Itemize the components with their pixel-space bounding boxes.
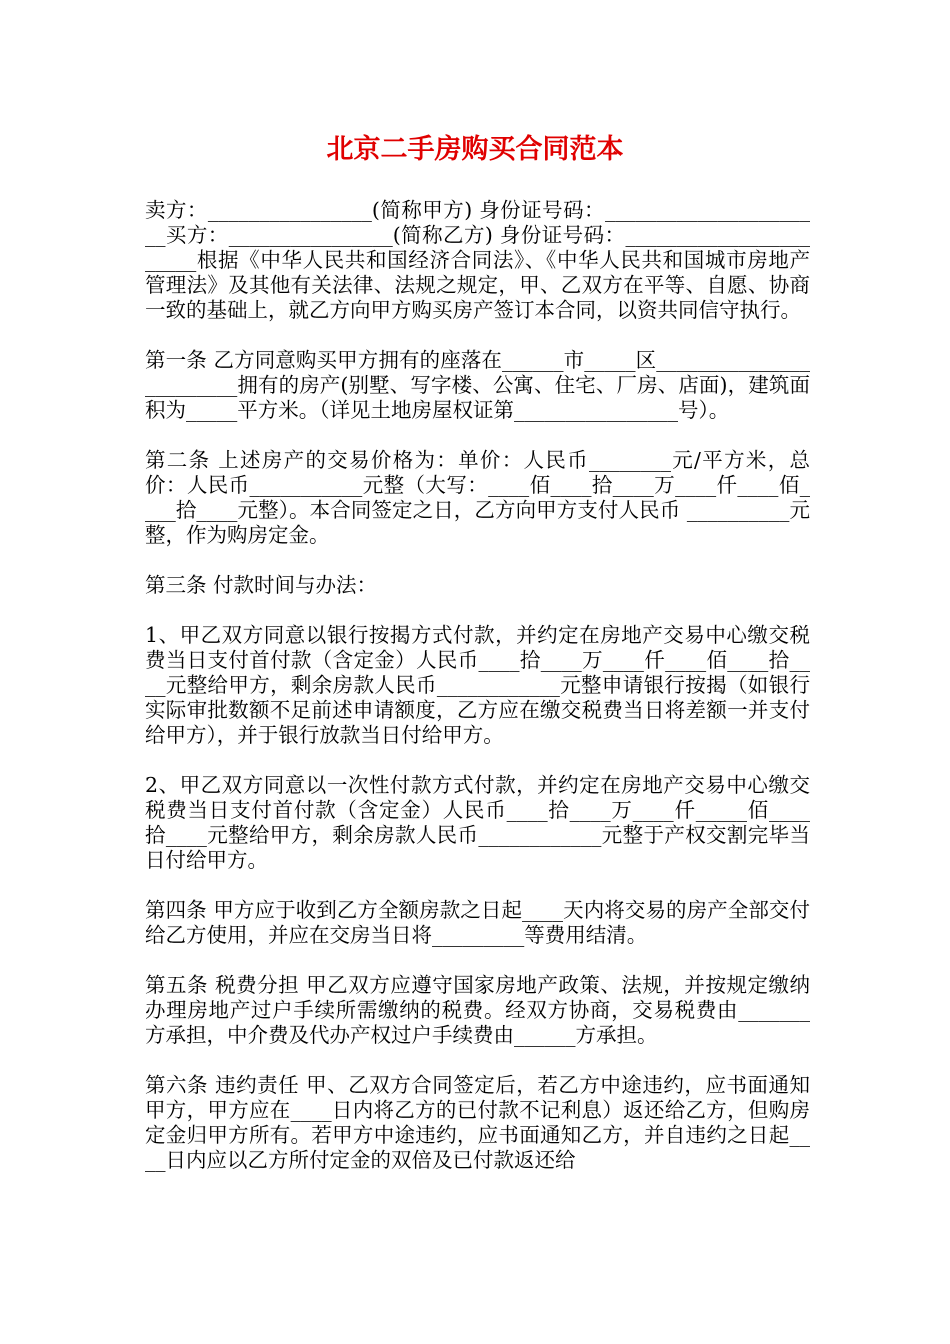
document-title: 北京二手房购买合同范本 bbox=[326, 134, 624, 165]
paragraph-article-3: 第三条 付款时间与办法： bbox=[145, 573, 378, 597]
paragraph-article-2: 第二条 上述房产的交易价格为：单价：人民币________元/平方米，总价：人民币___________元整（大写：____佰____拾____万____仟____佰____拾____元整）。本合同签定之日，乙方向甲方支付人民币 __________元整，作为购房定金。 bbox=[145, 448, 810, 547]
document-body bbox=[145, 198, 810, 1198]
paragraph-article-5: 第五条 税费分担 甲乙双方应遵守国家房地产政策、法规，并按规定缴纳办理房地产过户手续所需缴纳的税费。经双方协商，交易税费由_______方承担，中介费及代办产权过户手续费由______方承担。 bbox=[145, 973, 810, 1047]
paragraph-payment-option-2: 2、甲乙双方同意以一次性付款方式付款，并约定在房地产交易中心缴交税费当日支付首付款（含定金）人民币____拾____万____仟_____佰____拾____元整给甲方，剩余房款人民币____________元整于产权交割完毕当日付给甲方。 bbox=[145, 773, 810, 872]
paragraph-parties: 卖方：________________(简称甲方) 身份证号码：______________________买方：________________(简称乙方) 身份证号码：_______________________根据《中华人民共和国经济合同法》、《中华人民共和国城市房地产管理法》及其他有关法律、法规之规定，甲、乙双方在平等、自愿、协商一致的基础上，就乙方向甲方购买房产签订本合同，以资共同信守执行。 bbox=[145, 198, 810, 322]
paragraph-payment-option-1: 1、甲乙双方同意以银行按揭方式付款，并约定在房地产交易中心缴交税费当日支付首付款（含定金）人民币____拾____万____仟____佰____拾____元整给甲方，剩余房款人民币____________元整申请银行按揭（如银行实际审批数额不足前述申请额度，乙方应在缴交税费当日将差额一并支付给甲方），并于银行放款当日付给甲方。 bbox=[145, 623, 810, 747]
paragraph-article-1: 第一条 乙方同意购买甲方拥有的座落在______市_____区________________________拥有的房产(别墅、写字楼、公寓、住宅、厂房、店面)，建筑面积为_____平方米。（详见土地房屋权证第________________号）。 bbox=[145, 348, 810, 422]
paragraph-article-6: 第六条 违约责任 甲、乙双方合同签定后，若乙方中途违约，应书面通知甲方，甲方应在____日内将乙方的已付款不记利息）返还给乙方，但购房定金归甲方所有。若甲方中途违约，应书面通知乙方，并自违约之日起____日内应以乙方所付定金的双倍及已付款返还给 bbox=[145, 1073, 810, 1172]
paragraph-article-4: 第四条 甲方应于收到乙方全额房款之日起____天内将交易的房产全部交付给乙方使用，并应在交房当日将_________等费用结清。 bbox=[145, 898, 810, 947]
